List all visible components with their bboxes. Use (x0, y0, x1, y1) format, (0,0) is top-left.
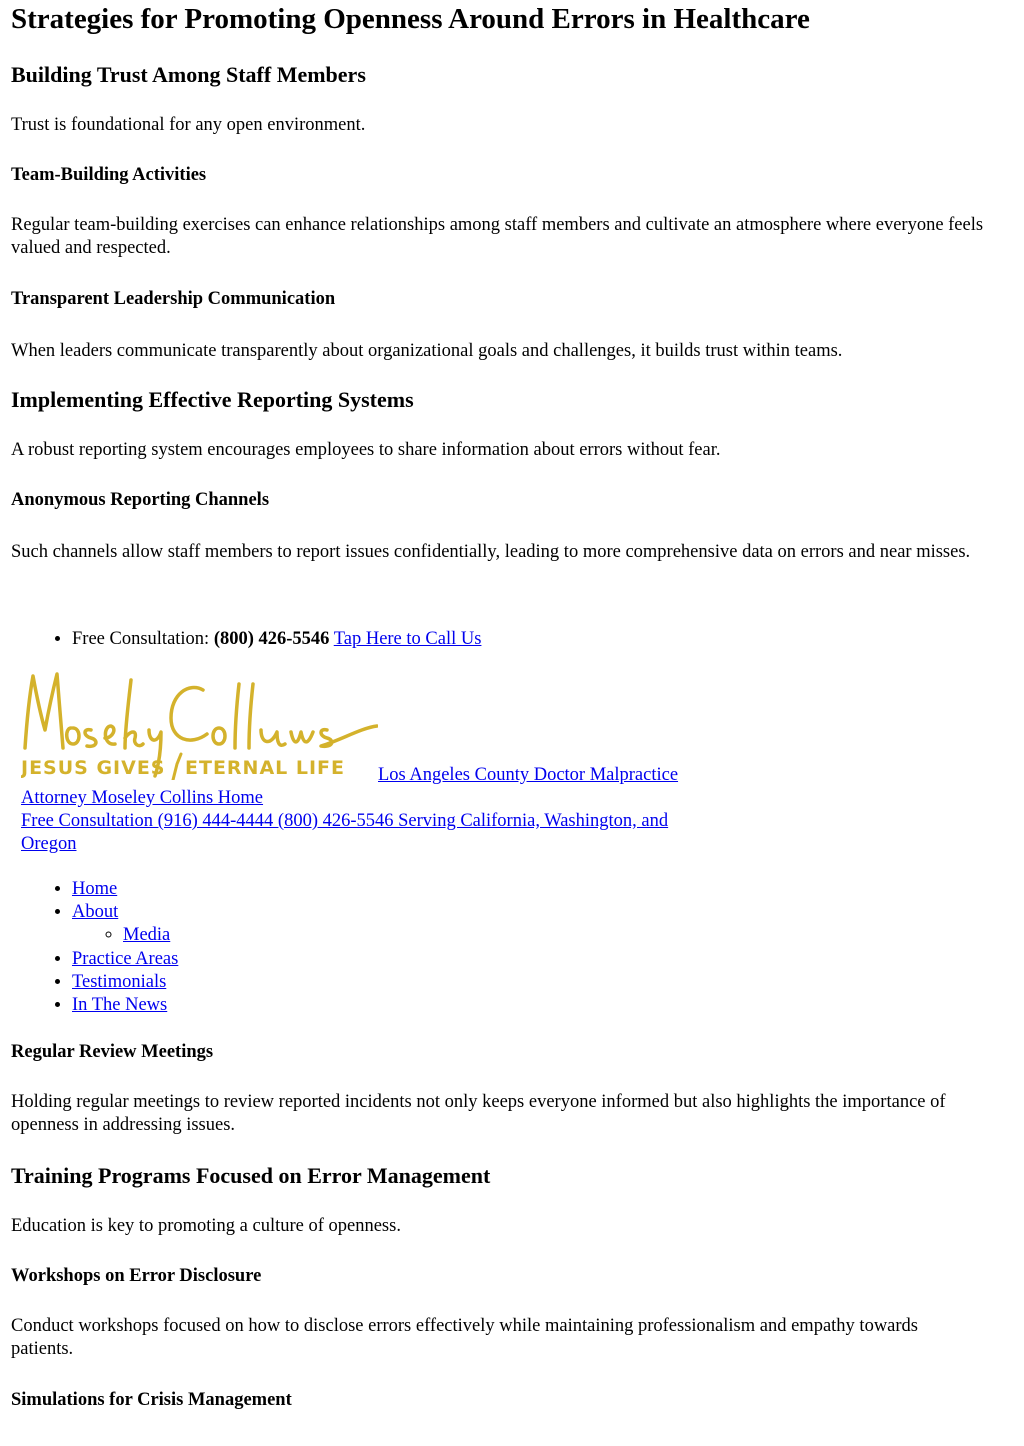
main-nav (0, 878, 984, 1017)
section-heading-reporting: Implementing Effective Reporting Systems (11, 387, 414, 412)
call-us-link[interactable]: Tap Here to Call Us (333, 629, 482, 649)
nav-link-about[interactable]: About (72, 902, 119, 923)
nav-item-home (72, 878, 984, 901)
paragraph-anonymous: Such channels allow staff members to report issues confidentially, leading to more comprehensive data on errors and near misses. (11, 542, 971, 562)
moseley-collins-logo (21, 668, 378, 780)
nav-item-about (72, 901, 984, 947)
paragraph-trust-intro: Trust is foundational for any open environment. (11, 115, 366, 135)
svg-text:ETERNAL LIFE: ETERNAL LIFE (185, 757, 346, 779)
subheading-review-meetings: Regular Review Meetings (11, 1042, 214, 1062)
about-submenu (72, 924, 984, 947)
home-link[interactable]: Los Angeles County Doctor Malpractice Attorney Moseley Collins Home (21, 765, 679, 808)
nav-link-media[interactable]: Media (123, 925, 171, 946)
nav-item-testimonials (72, 971, 984, 994)
consult-item (72, 628, 984, 651)
section-heading-trust: Building Trust Among Staff Members (11, 62, 366, 87)
consult-phone: (800) 426-5546 (213, 629, 330, 649)
paragraph-review-meetings: Holding regular meetings to review reported incidents not only keeps everyone informed but also highlights the importance of openness in addressing issues. (11, 1092, 946, 1135)
subheading-anonymous: Anonymous Reporting Channels (11, 490, 270, 510)
paragraph-workshops: Conduct workshops focused on how to disclose errors effectively while maintaining professionalism and empathy towards patients. (11, 1316, 918, 1359)
nav-item-practice (72, 948, 984, 971)
subheading-leadership: Transparent Leadership Communication (11, 289, 336, 309)
page-title: Strategies for Promoting Openness Around Errors in Healthcare (11, 3, 810, 35)
paragraph-team-building: Regular team-building exercises can enhance relationships among staff members and cultivate an atmosphere where everyone feels valued and respected. (11, 215, 984, 258)
subheading-workshops: Workshops on Error Disclosure (11, 1266, 262, 1286)
contact-link[interactable]: Free Consultation (916) 444-4444 (800) 426-5546 Serving California, Washington, and Oregon (21, 811, 669, 854)
nav-link-home[interactable]: Home (72, 879, 118, 899)
nav-link-testimonials[interactable]: Testimonials (72, 971, 167, 992)
subheading-team-building: Team-Building Activities (11, 165, 207, 185)
consult-list (0, 628, 984, 651)
paragraph-training-intro: Education is key to promoting a culture of openness. (11, 1216, 401, 1236)
section-heading-training: Training Programs Focused on Error Management (11, 1163, 491, 1188)
paragraph-leadership: When leaders communicate transparently about organizational goals and challenges, it builds trust within teams. (11, 341, 843, 361)
nav-item-news (72, 994, 984, 1017)
subheading-simulations: Simulations for Crisis Management (11, 1390, 292, 1410)
nav-item-media (123, 924, 984, 947)
nav-link-in-the-news[interactable]: In The News (72, 995, 168, 1016)
site-header (21, 668, 721, 856)
svg-text:JESUS GIVES: JESUS GIVES (21, 757, 166, 779)
paragraph-reporting-intro: A robust reporting system encourages employees to share information about errors without fear. (11, 440, 721, 460)
nav-link-practice-areas[interactable]: Practice Areas (72, 948, 179, 969)
consult-label: Free Consultation: (72, 629, 214, 649)
